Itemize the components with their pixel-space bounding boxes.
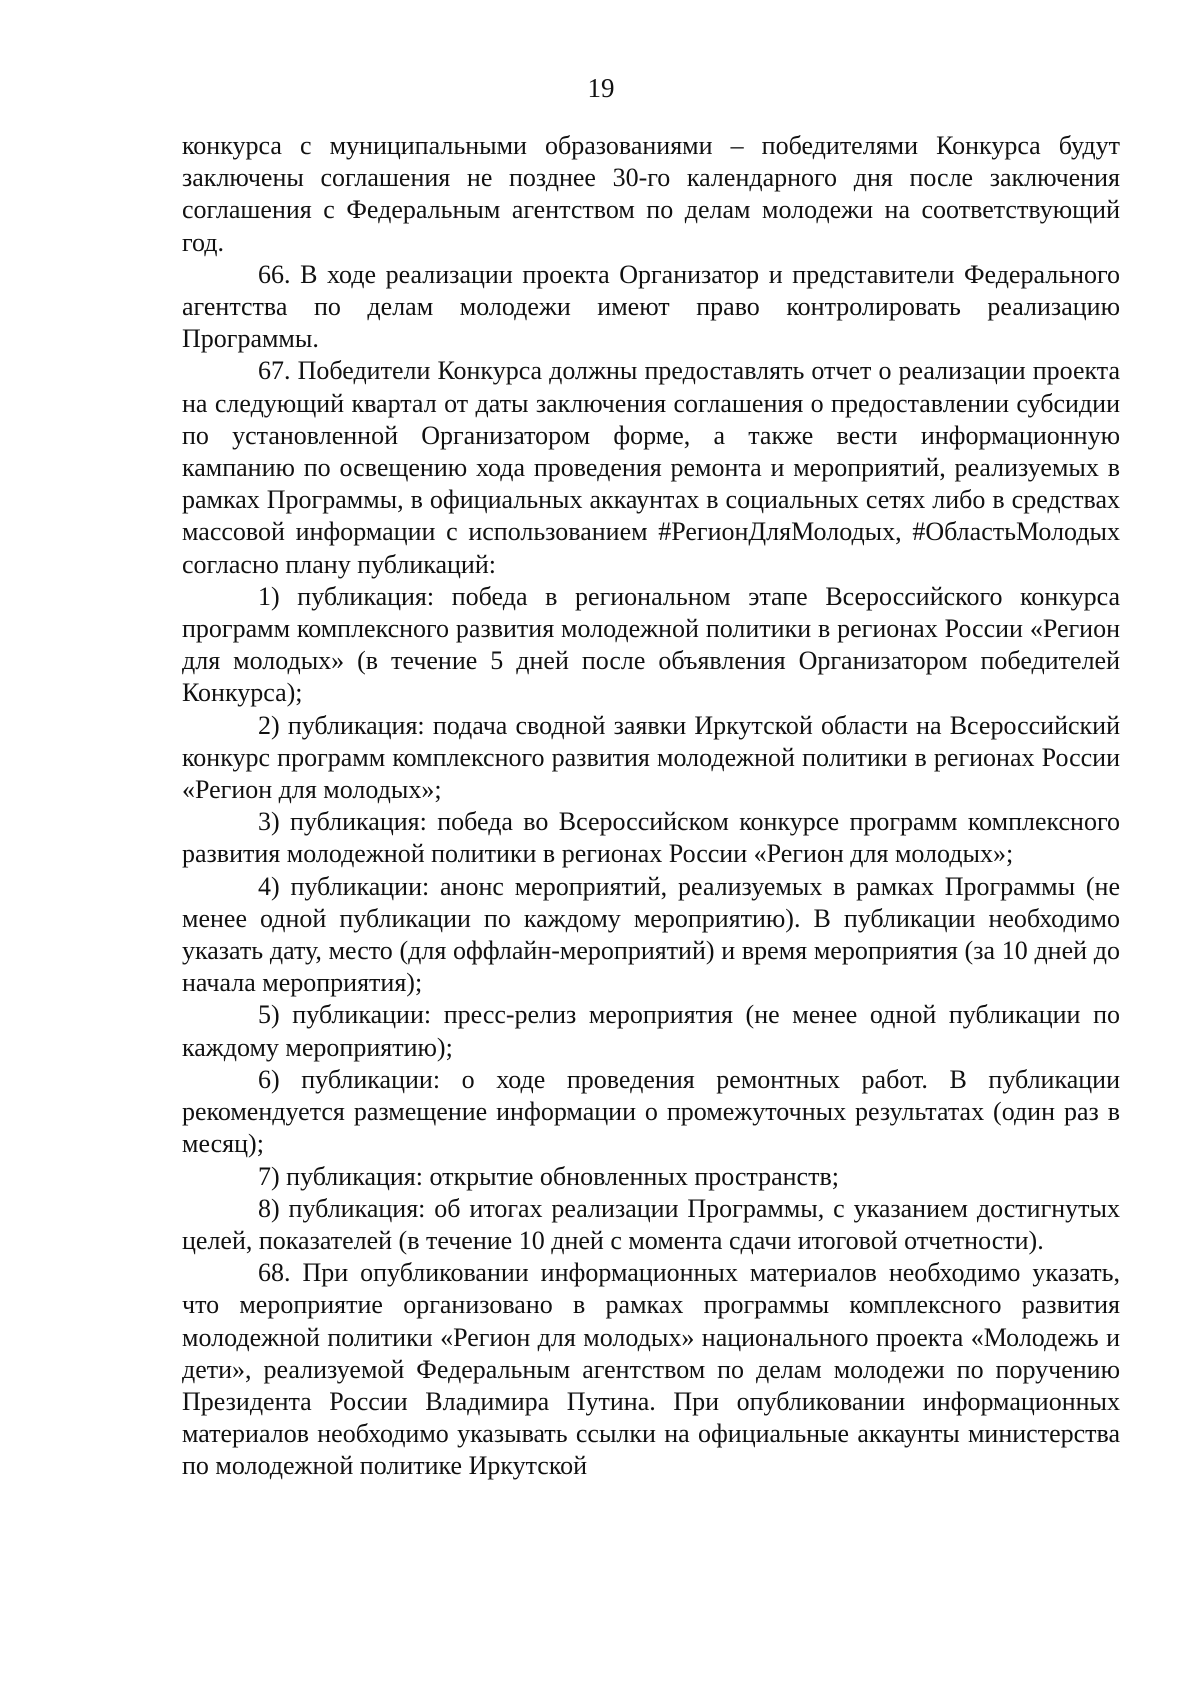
document-body xyxy=(182,130,1120,1483)
list-item-7: 7) публикация: открытие обновленных пространств; xyxy=(258,1161,839,1191)
paragraph: конкурса с муниципальными образованиями – победителями Конкурса будут заключены соглашения не позднее 30-го календарного дня после заключения соглашения с Федеральным агентством по делам молодежи на соответствующий год. xyxy=(182,131,1120,257)
list-item-4: 4) публикации: анонс мероприятий, реализуемых в рамках Программы (не менее одной публикации по каждому мероприятию). В публикации необходимо указать дату, место (для оффлайн-мероприятий) и время мероприятия (за 10 дней до начала мероприятия); xyxy=(182,871,1120,998)
list-item-2: 2) публикация: подача сводной заявки Иркутской области на Всероссийский конкурс программ комплексного развития молодежной политики в регионах России «Регион для молодых»; xyxy=(182,710,1120,805)
list-item-6: 6) публикации: о ходе проведения ремонтных работ. В публикации рекомендуется размещение информации о промежуточных результатах (один раз в месяц); xyxy=(182,1064,1120,1159)
paragraph-clause-66: 66. В ходе реализации проекта Организатор и представители Федерального агентства по делам молодежи имеют право контролировать реализацию Программы. xyxy=(182,259,1120,354)
list-item-5: 5) публикации: пресс-релиз мероприятия (не менее одной публикации по каждому мероприятию); xyxy=(182,1000,1120,1062)
paragraph-clause-67: 67. Победители Конкурса должны предоставлять отчет о реализации проекта на следующий квартал от даты заключения соглашения о предоставлении субсидии по установленной Организатором форме, а также вести информационную кампанию по освещению хода проведения ремонта и мероприятий, реализуемых в рамках Программы, в официальных аккаунтах в социальных сетях либо в средствах массовой информации с использованием #РегионДляМолодых, #ОбластьМолодых согласно плану публикаций: xyxy=(182,356,1120,579)
page-number: 19 xyxy=(587,73,615,103)
list-item-8: 8) публикация: об итогах реализации Программы, с указанием достигнутых целей, показателей (в течение 10 дней с момента сдачи итоговой отчетности). xyxy=(182,1193,1120,1255)
list-item-1: 1) публикация: победа в региональном этапе Всероссийского конкурса программ комплексного развития молодежной политики в регионах России «Регион для молодых» (в течение 5 дней после объявления Организатором победителей Конкурса); xyxy=(182,581,1120,708)
paragraph-clause-68: 68. При опубликовании информационных материалов необходимо указать, что мероприятие организовано в рамках программы комплексного развития молодежной политики «Регион для молодых» национального проекта «Молодежь и дети», реализуемой Федеральным агентством по делам молодежи по поручению Президента России Владимира Путина. При опубликовании информационных материалов необходимо указывать ссылки на официальные аккаунты министерства по молодежной политике Иркутской xyxy=(182,1258,1120,1481)
list-item-3: 3) публикация: победа во Всероссийском конкурсе программ комплексного развития молодежной политики в регионах России «Регион для молодых»; xyxy=(182,807,1120,869)
